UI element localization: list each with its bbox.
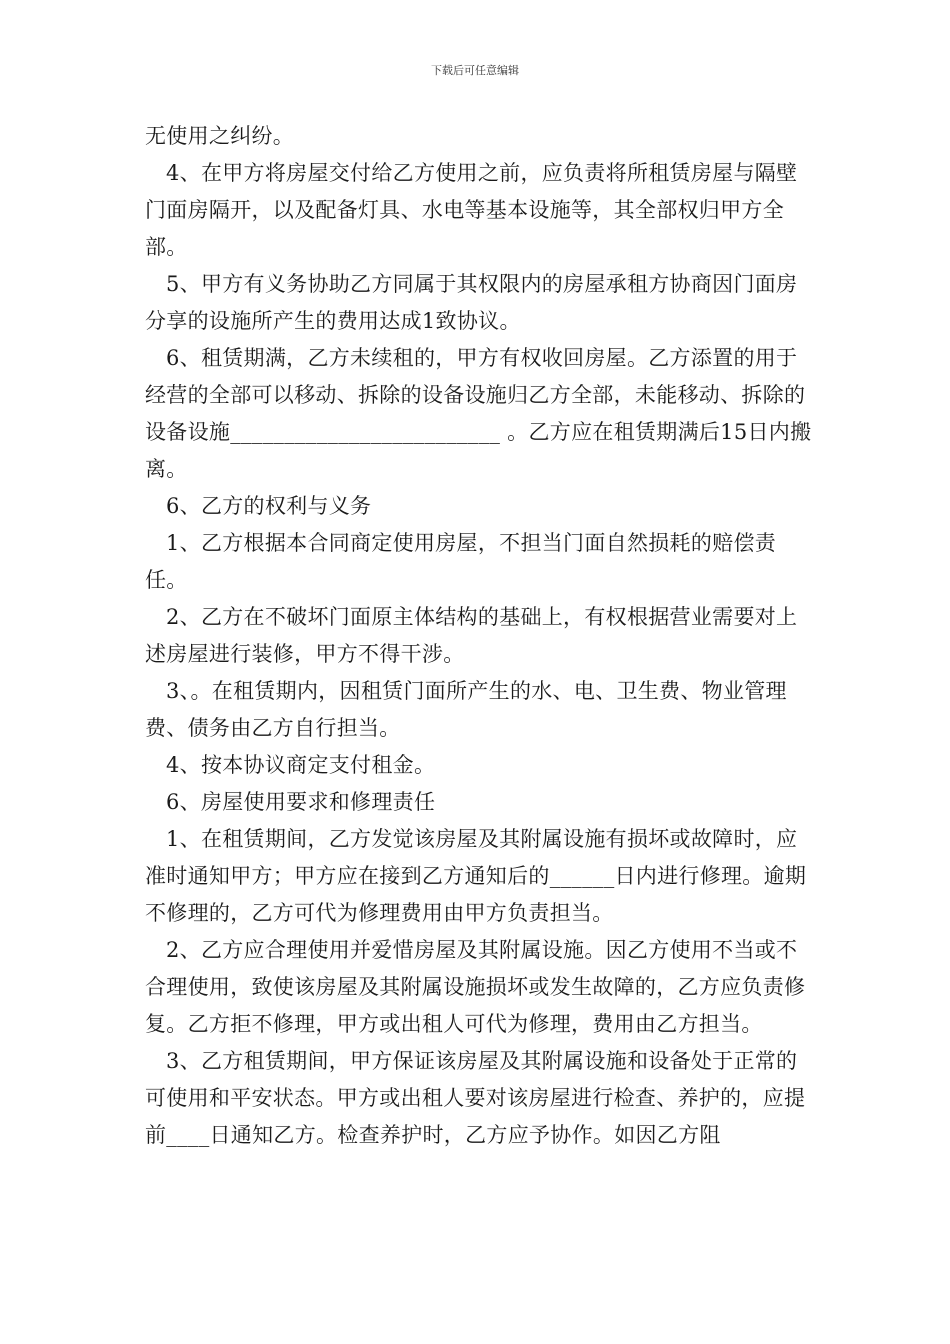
section-heading: 6、乙方的权利与义务 [166,494,372,518]
page-header: 下载后可任意编辑 [431,64,519,77]
paragraph: 3、。在租赁期内，因租赁门面所产生的水、电、卫生费、物业管理费、债务由乙方自行担当。 [145,679,787,740]
section-heading: 6、房屋使用要求和修理责任 [166,790,436,814]
paragraph: 3、乙方租赁期间，甲方保证该房屋及其附属设施和设备处于正常的可使用和平安状态。甲方或出租人要对该房屋进行检查、养护的，应提前____日通知乙方。检查养护时，乙方应予协作。如因乙方阻 [145,1049,806,1147]
paragraph: 1、在租赁期间，乙方发觉该房屋及其附属设施有损坏或故障时，应准时通知甲方；甲方应在接到乙方通知后的______日内进行修理。逾期不修理的，乙方可代为修理费用由甲方负责担当。 [145,827,807,925]
paragraph: 6、租赁期满，乙方未续租的，甲方有权收回房屋。乙方添置的用于经营的全部可以移动、拆除的设备设施归乙方全部，未能移动、拆除的设备设施_________________________ 。乙方应在租赁期满后15日内搬离。 [145,346,812,481]
paragraph: 5、甲方有义务协助乙方同属于其权限内的房屋承租方协商因门面房分享的设施所产生的费用达成1致协议。 [145,272,798,333]
paragraph: 2、乙方应合理使用并爱惜房屋及其附属设施。因乙方使用不当或不合理使用，致使该房屋及其附属设施损坏或发生故障的，乙方应负责修复。乙方拒不修理，甲方或出租人可代为修理，费用由乙方担当。 [145,938,806,1036]
paragraph: 4、在甲方将房屋交付给乙方使用之前，应负责将所租赁房屋与隔壁门面房隔开，以及配备灯具、水电等基本设施等，其全部权归甲方全部。 [145,161,798,259]
paragraph: 2、乙方在不破坏门面原主体结构的基础上，有权根据营业需要对上述房屋进行装修，甲方不得干涉。 [145,605,798,666]
document-body [145,118,817,1154]
paragraph: 4、按本协议商定支付租金。 [166,753,436,777]
paragraph: 1、乙方根据本合同商定使用房屋，不担当门面自然损耗的赔偿责任。 [145,531,777,592]
paragraph-continuation: 无使用之纠纷。 [145,124,295,148]
